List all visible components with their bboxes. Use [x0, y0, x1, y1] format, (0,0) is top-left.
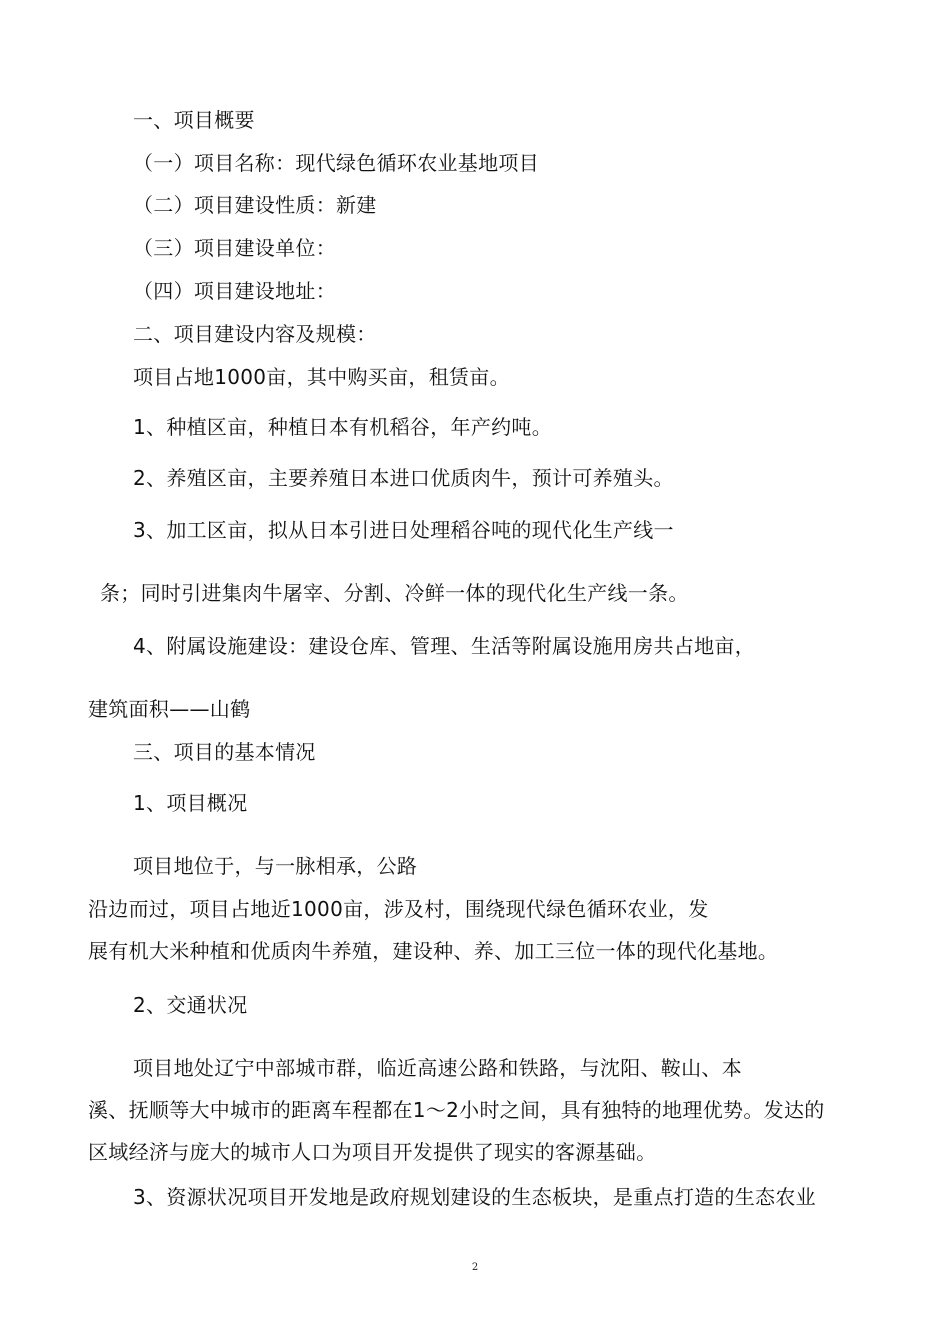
subsection-heading-resources: 3、资源状况项目开发地是政府规划建设的生态板块，是重点打造的生态农业: [133, 1185, 816, 1209]
list-item-4-continued: 建筑面积——山鹤: [88, 697, 251, 721]
list-item-4: 4、附属设施建设：建设仓库、管理、生活等附属设施用房共占地亩，: [133, 634, 756, 658]
section-heading-1: 一、项目概要: [133, 108, 255, 132]
paragraph-line: 展有机大米种植和优质肉牛养殖，建设种、养、加工三位一体的现代化基地。: [88, 939, 779, 963]
paragraph-line: 项目占地1000亩，其中购买亩，租赁亩。: [133, 365, 510, 389]
project-unit-line: （三）项目建设单位：: [133, 236, 336, 260]
paragraph-line: 项目地处辽宁中部城市群，临近高速公路和铁路，与沈阳、鞍山、本: [133, 1056, 742, 1080]
project-name-line: （一）项目名称：现代绿色循环农业基地项目: [133, 151, 539, 175]
list-item-1: 1、种植区亩，种植日本有机稻谷，年产约吨。: [133, 415, 553, 439]
subsection-heading-traffic: 2、交通状况: [133, 993, 248, 1017]
project-nature-line: （二）项目建设性质：新建: [133, 193, 377, 217]
paragraph-line: 区域经济与庞大的城市人口为项目开发提供了现实的客源基础。: [88, 1140, 657, 1164]
paragraph-line: 溪、抚顺等大中城市的距离车程都在1〜2小时之间，具有独特的地理优势。发达的: [88, 1098, 825, 1122]
section-heading-2: 二、项目建设内容及规模：: [133, 322, 377, 346]
paragraph-line: 沿边而过，项目占地近1000亩，涉及村，围绕现代绿色循环农业，发: [88, 897, 709, 921]
page-number: 2: [471, 1262, 479, 1273]
paragraph-line: 项目地位于，与一脉相承，公路: [133, 854, 418, 878]
subsection-heading-overview: 1、项目概况: [133, 791, 248, 815]
project-address-line: （四）项目建设地址：: [133, 279, 336, 303]
list-item-2: 2、养殖区亩，主要养殖日本进口优质肉牛，预计可养殖头。: [133, 466, 674, 490]
section-heading-3: 三、项目的基本情况: [133, 740, 316, 764]
list-item-3-continued: 条；同时引进集肉牛屠宰、分割、冷鲜一体的现代化生产线一条。: [100, 581, 689, 605]
list-item-3: 3、加工区亩，拟从日本引进日处理稻谷吨的现代化生产线一: [133, 518, 674, 542]
